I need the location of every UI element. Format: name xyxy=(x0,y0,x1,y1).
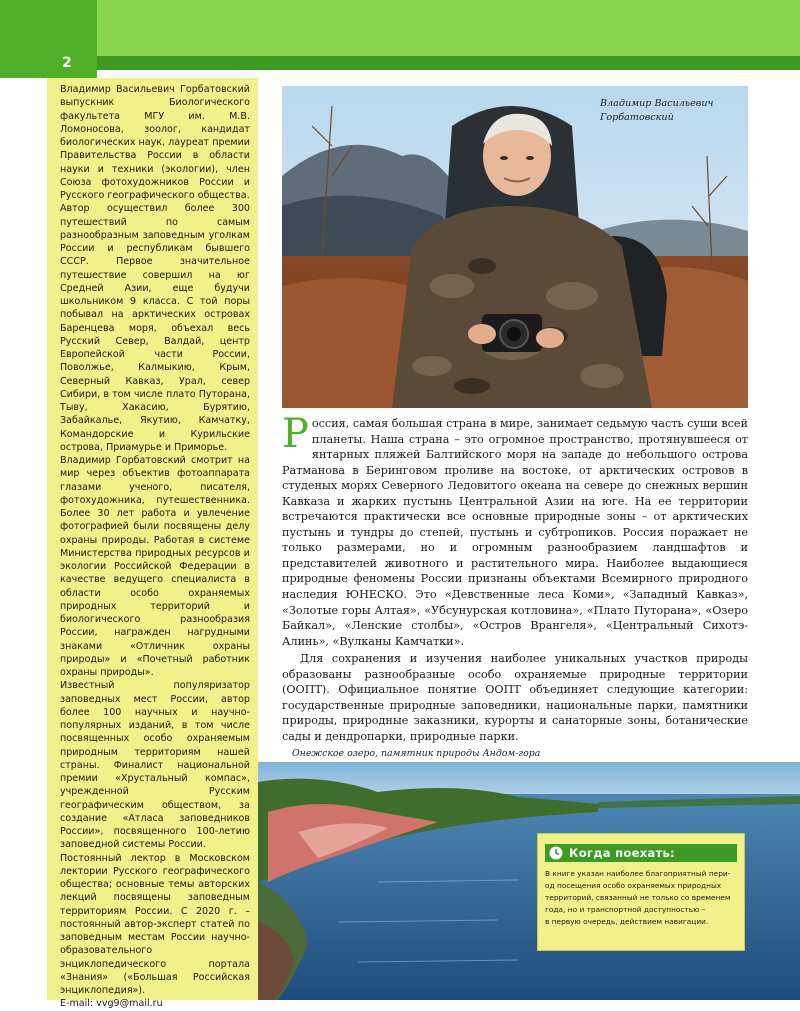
intro-paragraph-2: Для сохранения и изучения наиболее уникальных участков природы образованы разнообразные особо охраняемые природные территории (ООПТ). Официальное понятие ООПТ объединяет следующие категории: государственные природные заповедники, национальные парки, памятники природы, природные заказники, курорты и санаторные зоны, ботанические сады и дендропарки, природные парки. xyxy=(282,652,748,743)
author-email: E-mail: vvg9@mail.ru xyxy=(60,998,163,1010)
bio-paragraph: Постоянный лектор в Московском лектории Русского географического общества; основные темы авторских лекций посвящены заповедным территориям России. С 2020 г. – постоянный автор-эксперт статей по заповедным местам России научно-образовательного энциклопедического портала «Знания» («Большая Российская энциклопедия»). xyxy=(60,852,250,996)
clock-icon xyxy=(549,846,563,860)
when-to-go-line: в первую очередь, действием навигации. xyxy=(545,917,709,926)
author-photo xyxy=(282,86,748,408)
bio-paragraph: Известный популяризатор заповедных мест России, автор более 100 научных и научно-популярных изданий, в том числе посвященных особо охраняемым природным территориям нашей страны. Финалист национальной премии «Хрустальный компас», учрежденной Русским географическим обществом, за создание «Атласа заповедников России», посвященного 100-летию заповедной системы России. xyxy=(60,680,250,851)
when-to-go-text xyxy=(545,868,737,928)
bio-paragraph: Владимир Васильевич Горбатовский выпускник Биологического факультета МГУ им. М.В. Ломоносова, зоолог, кандидат биологических наук, лауреат премии Правительства России в области науки и техники (экологии), член Союза фотохудожников России и Русского географического общества. xyxy=(60,84,250,201)
when-to-go-line: В книге указан наиболее благоприятный пери- xyxy=(545,869,731,878)
intro-paragraph-1-text: оссия, самая большая страна в мире, занимает седьмую часть суши всей планеты. Наша страна – это огромное пространство, протянувшееся от янтарных пляжей Балтийского моря на западе до небольшого острова Ратманова в Беринговом проливе на востоке, от арктических островов в студеных морях Северного Ледовитого океана на севере до снежных вершин Кавказа и жарких пустынь Центральной Азии на юге. На ее территории встречаются практически все основные природные зоны – от арктических пустынь и тундры до степей, пустынь и субтропиков. Россия поражает не только размерами, но и огромным разнообразием ландшафтов и представителей животного и растительного мира. Наиболее выдающиеся природные феномены России признаны объектами Всемирного природного наследия ЮНЕСКО. Это «Девственные леса Коми», «Западный Кавказ», «Золотые горы Алтая», «Убсунурская котловина», «Плато Путорана», «Озеро Байкал», «Ленские столбы», «Остров Врангеля», «Центральный Сихотэ-Алинь», «Вулканы Камчатки». xyxy=(282,417,748,648)
header-block-dark xyxy=(0,0,97,78)
intro-paragraph-1 xyxy=(282,411,748,649)
header-separator xyxy=(97,70,800,78)
when-to-go-title: Когда поехать: xyxy=(569,846,675,860)
intro-text xyxy=(282,411,748,744)
when-to-go-line: территорий, связанный не только со временем xyxy=(545,893,731,902)
page-number: 2 xyxy=(62,55,72,71)
header-band xyxy=(97,56,800,70)
lake-photo-caption: Онежское озеро, памятник природы Андом-гора xyxy=(292,748,541,759)
when-to-go-header xyxy=(545,844,737,862)
when-to-go-line: од посещения особо охраняемых природных xyxy=(545,881,722,890)
bio-paragraph: Автор осуществил более 300 путешествий по самым разнообразным заповедным уголкам России и республикам бывшего СССР. Первое значительное путешествие совершил на юг Средней Азии, еще будучи школьником 9 класса. С той поры побывал на арктических островах Баренцева моря, объехал весь Русский Север, Валдай, центр Европейской части России, Поволжье, Калмыкию, Крым, Северный Кавказ, Урал, север Сибири, в том числе плато Путорана, Тыву, Хакасию, Бурятию, Забайкалье, Якутию, Камчатку, Командорские и Курильские острова, Приамурье и Приморье. xyxy=(60,203,250,453)
when-to-go-line: года, но и транспортной доступностью – xyxy=(545,905,706,914)
author-bio xyxy=(60,83,250,1011)
bio-paragraph: Владимир Горбатовский смотрит на мир через объектив фотоаппарата глазами ученого, писателя, фотохудожника, путешественника. Более 30 лет работа и увлечение фотографией были посвящены делу охраны природы. Работая в системе Министерства природных ресурсов и экологии Российской Федерации в качестве ведущего специалиста в области особо охраняемых природных территорий и биологического разнообразия России, награжден нагрудными знаками «Отличник охраны природы» и «Почетный работник охраны природы». xyxy=(60,455,250,678)
header-block-light xyxy=(97,0,800,56)
author-photo-caption: Владимир Васильевич Горбатовский xyxy=(600,98,714,123)
dropcap: Р xyxy=(282,411,309,457)
